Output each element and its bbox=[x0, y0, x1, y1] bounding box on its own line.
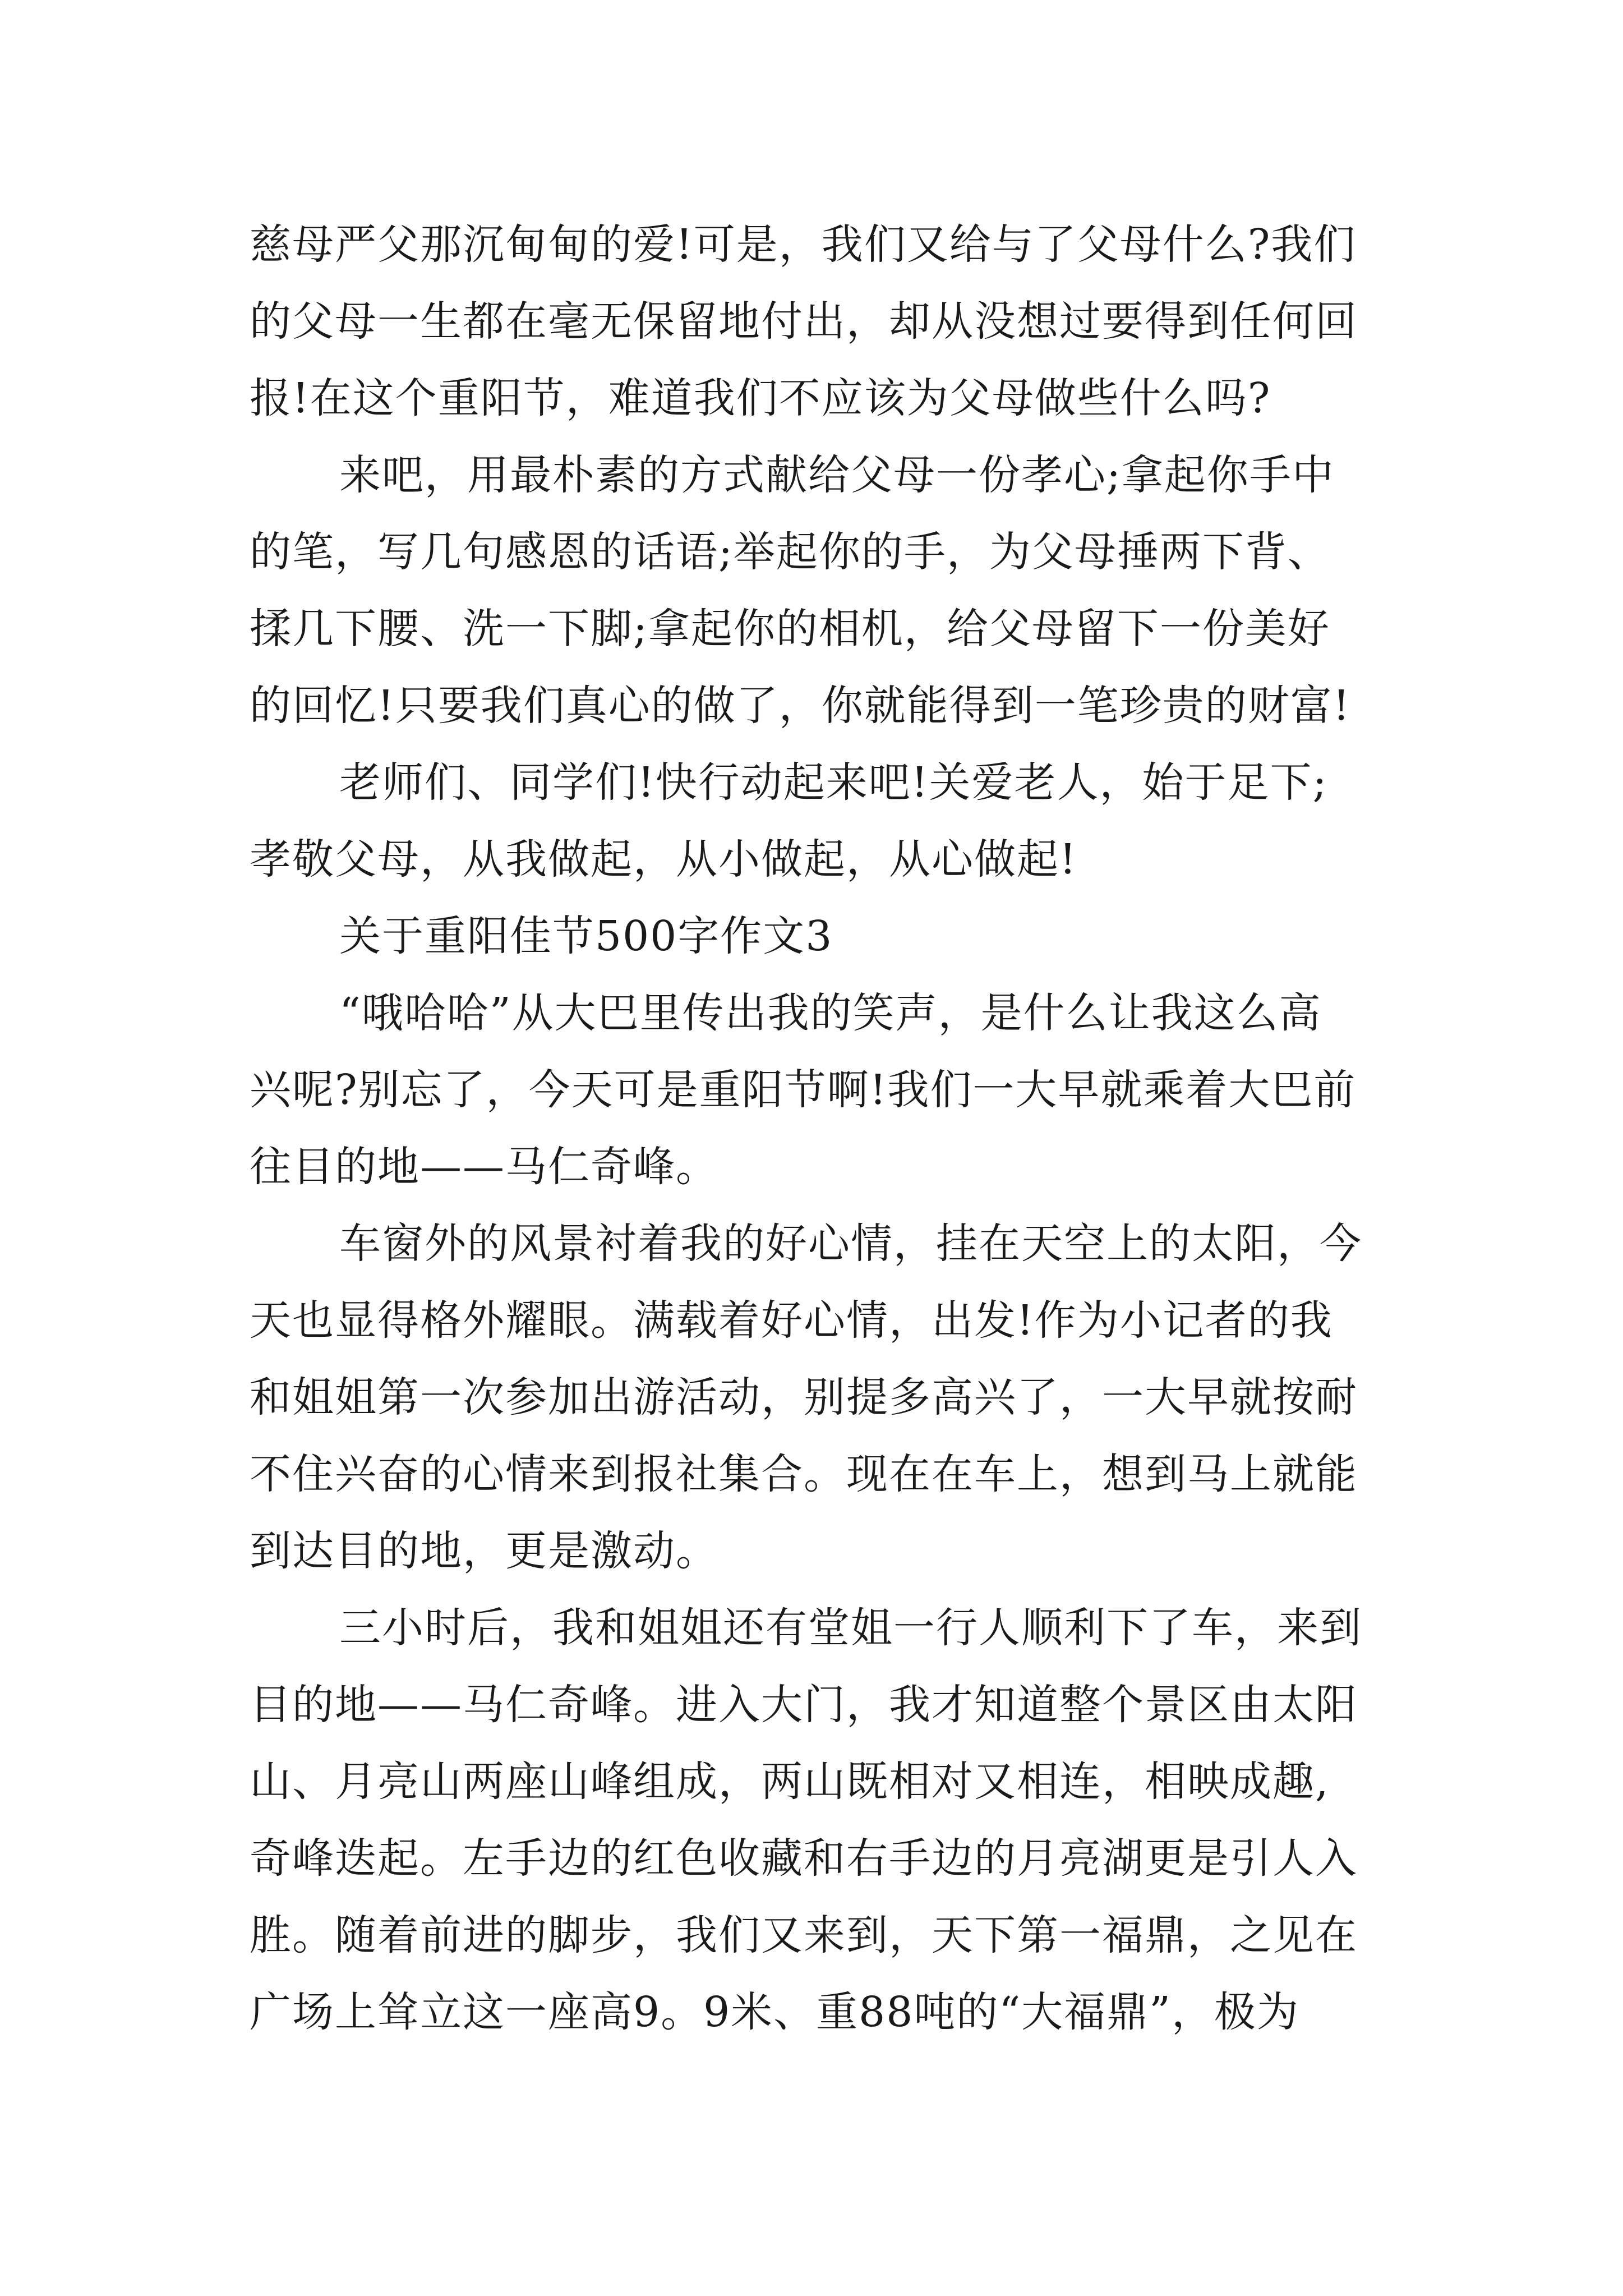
text-line: 孝敬父母，从我做起，从小做起，从心做起! bbox=[250, 835, 1077, 884]
text-line: 往目的地——马仁奇峰。 bbox=[250, 1143, 718, 1191]
text-line: 关于重阳佳节500字作文3 bbox=[339, 912, 833, 960]
text-line: 车窗外的风景衬着我的好心情，挂在天空上的太阳，今 bbox=[339, 1220, 1362, 1268]
text-line: 到达目的地，更是激动。 bbox=[250, 1527, 718, 1575]
text-line: 三小时后，我和姐姐还有堂姐一行人顺利下了车，来到 bbox=[339, 1604, 1362, 1652]
paragraph bbox=[250, 206, 1394, 437]
text-line: 山、月亮山两座山峰组成，两山既相对又相连，相映成趣, bbox=[250, 1757, 1330, 1806]
text-line: 奇峰迭起。左手边的红色收藏和右手边的月亮湖更是引人入 bbox=[250, 1834, 1358, 1883]
paragraph bbox=[250, 975, 1394, 1205]
text-line: “哦哈哈”从大巴里传出我的笑声，是什么让我这么高 bbox=[339, 989, 1322, 1037]
text-line: 报!在这个重阳节，难道我们不应该为父母做些什么吗? bbox=[250, 374, 1271, 422]
text-line: 老师们、同学们!快行动起来吧!关爱老人，始于足下; bbox=[339, 758, 1328, 807]
paragraph bbox=[250, 1205, 1394, 1590]
text-line: 揉几下腰、洗一下脚;拿起你的相机，给父母留下一份美好 bbox=[250, 605, 1330, 653]
text-line: 不住兴奋的心情来到报社集合。现在在车上，想到马上就能 bbox=[250, 1450, 1358, 1498]
paragraph bbox=[250, 744, 1394, 898]
text-line: 天也显得格外耀眼。满载着好心情，出发!作为小记者的我 bbox=[250, 1296, 1333, 1345]
text-line: 来吧，用最朴素的方式献给父母一份孝心;拿起你手中 bbox=[339, 451, 1335, 499]
text-line: 胜。随着前进的脚步，我们又来到，天下第一福鼎，之见在 bbox=[250, 1911, 1358, 1959]
text-line: 的笔，写几句感恩的话语;举起你的手，为父母捶两下背、 bbox=[250, 528, 1330, 576]
text-line: 和姐姐第一次参加出游活动，别提多高兴了，一大早就按耐 bbox=[250, 1373, 1358, 1421]
text-line: 的父母一生都在毫无保留地付出，却从没想过要得到任何回 bbox=[250, 297, 1358, 346]
text-line: 广场上耸立这一座高9。9米、重88吨的“大福鼎”，极为 bbox=[250, 1988, 1299, 2036]
paragraph bbox=[250, 898, 1394, 975]
paragraph bbox=[250, 437, 1394, 744]
text-line: 的回忆!只要我们真心的做了，你就能得到一笔珍贵的财富! bbox=[250, 682, 1351, 730]
text-line: 目的地——马仁奇峰。进入大门，我才知道整个景区由太阳 bbox=[250, 1681, 1358, 1729]
paragraph bbox=[250, 1590, 1394, 2051]
document-body bbox=[250, 206, 1394, 2051]
text-line: 慈母严父那沉甸甸的爱!可是，我们又给与了父母什么?我们 bbox=[250, 220, 1357, 269]
text-line: 兴呢?别忘了，今天可是重阳节啊!我们一大早就乘着大巴前 bbox=[250, 1066, 1357, 1114]
